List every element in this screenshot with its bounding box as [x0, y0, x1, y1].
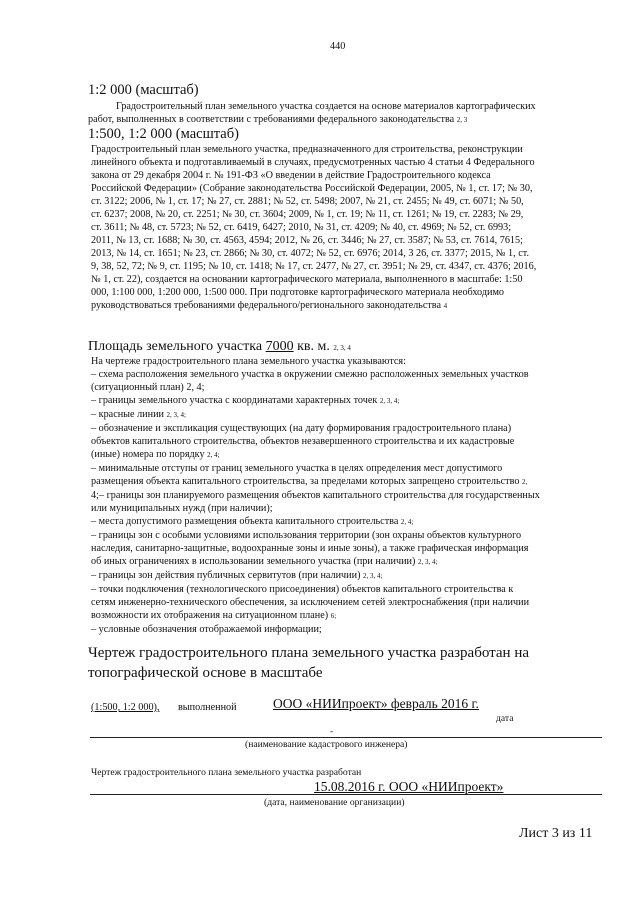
drawing-line: 4;– границы зон планируемого размещения объектов капитального строительства для государственных	[91, 490, 540, 501]
drawing-line: На чертеже градостроительного плана земельного участка указываются:	[91, 356, 406, 367]
developed-line	[90, 794, 602, 795]
drawing-line: размещения объекта капитального строительства, за пределами которых запрещено строительство 2,	[91, 476, 528, 487]
drawing-line: – обозначение и экспликация существующих (на дату формирования градостроительного плана)	[91, 423, 512, 434]
para-2-line: 9, 38, 52, 72; № 9, ст. 1195; № 10, ст. 1418; № 17, ст. 2477, № 27, ст. 3951; № 29, ст. 4347, ст. 4376; 2016,	[91, 261, 537, 272]
para-2-line: Градостроительный план земельного участка, предназначенного для строительства, реконструкции	[91, 144, 523, 155]
para-2-line: руководствоваться требованиями федерального/регионального законодательства 4	[91, 300, 448, 311]
para-2-line: 000, 1:100 000, 1:200 000, 1:500 000. При подготовке картографического материала необходимо	[91, 287, 505, 298]
drawing-line: – места допустимого размещения объекта капитального строительства 2, 4;	[91, 516, 414, 527]
sheet-label: Лист 3 из 11	[519, 826, 593, 841]
drawing-line: – схема расположения земельного участка в окружении смежно расположенных земельных участков	[91, 369, 529, 380]
area-value: 7000	[265, 339, 294, 354]
drawing-line: – границы зон с особыми условиями использования территории (зон охраны объектов культурного	[91, 530, 522, 541]
scale-value: (1:500, 1:2 000),	[91, 702, 160, 713]
engineer-line	[90, 737, 602, 738]
para-2-line: Российской Федерации» (Собрание законодательства Российской Федерации, 2005, № 1, ст. 17; № 30,	[91, 183, 533, 194]
date-caption: дата	[496, 713, 514, 724]
drawing-line: (иные) номера по порядку 2, 4;	[91, 449, 220, 460]
para-2-line: 2013, № 14, ст. 1651; № 23, ст. 2866; № 30, ст. 4072; № 52, ст. 6976; 2014, 3 26, ст. 3377; 2015, № 1, ст.	[91, 248, 529, 259]
area-label: Площадь земельного участка	[88, 339, 263, 354]
performed-label: выполненной	[178, 702, 237, 713]
drawing-line: возможности их отображения на ситуационном плане) 6;	[91, 610, 337, 621]
drawing-line: наследия, санитарно-защитные, водоохранные зоны и иные зоны), а также графическая информация	[91, 543, 529, 554]
drawing-line: – границы зон действия публичных сервитутов (при наличии) 2, 3, 4;	[91, 570, 383, 581]
para-1-line1: Градостроительный план земельного участка создается на основе материалов картографических	[116, 101, 536, 112]
drawing-line: – условные обозначения отображаемой информации;	[91, 624, 322, 635]
developed-value: 15.08.2016 г. ООО «НИИпроект»	[314, 779, 504, 794]
drawing-line: сетям инженерно-технического обеспечения, за исключением сетей электроснабжения (при наличии	[91, 597, 530, 608]
page-number: 440	[330, 41, 346, 52]
para-2-line: № 1, ст. 22), создается на основании картографического материала, выполненного в масштабе: 1:50	[91, 274, 523, 285]
para-2-line: 2011, № 13, ст. 1688; № 30, ст. 4563, 4594; 2012, № 26, ст. 3446; № 27, ст. 3587; № 53, ст. 7614, 7615;	[91, 235, 523, 246]
drawing-line: – красные линии 2, 3, 4;	[91, 409, 186, 420]
topo-heading: Чертеж градостроительного плана земельного участка разработан на топографической основе в масштабе	[88, 645, 530, 681]
drawing-line: – точки подключения (технологического присоединения) объектов капитального строительства к	[91, 584, 514, 595]
drawing-line: об иных ограничениях в использовании земельного участка (при наличии) 2, 3, 4;	[91, 556, 438, 567]
drawing-line: объектов капитального строительства, объектов незавершенного строительства и их кадастровые	[91, 436, 515, 447]
scale-heading-2: 1:500, 1:2 000 (масштаб)	[88, 126, 239, 142]
engineer-caption: (наименование кадастрового инженера)	[245, 739, 408, 750]
dash-mark: -	[330, 726, 334, 737]
para-2-line: линейного объекта и подготавливаемый в случаях, предусмотренных частью 4 статьи 4 Федерального	[91, 157, 535, 168]
drawing-line: – границы земельного участка с координатами характерных точек 2, 3, 4;	[91, 395, 400, 406]
para-2	[91, 143, 603, 313]
area-refs: 2, 3, 4	[333, 344, 351, 352]
drawing-line: или муниципальных нужд (при наличии);	[91, 503, 273, 514]
para-2-line: ст. 3122; 2006, № 1, ст. 17; № 27, ст. 2881; № 52, ст. 5498; 2007, № 21, ст. 2455; № 49, ст. 6071; № 50,	[91, 196, 524, 207]
drawing-line: – минимальные отступы от границ земельного участка в целях определения мест допустимого	[91, 463, 503, 474]
performer-value: ООО «НИИпроект» февраль 2016 г.	[273, 696, 479, 711]
para-2-line: ст. 3611; № 48, ст. 5723; № 52, ст. 6419, 6427; 2010, № 31, ст. 4209; № 40, ст. 4969; № 52, ст. 6993;	[91, 222, 512, 233]
para-2-line: закона от 29 декабря 2004 г. № 191-ФЗ «О введении в действие Градостроительного кодекса	[91, 170, 491, 181]
para-2-line: ст. 6237; 2008, № 20, ст. 2251; № 30, ст. 3604; 2009, № 1, ст. 19; № 11, ст. 1261; № 19, ст. 2283; № 29,	[91, 209, 524, 220]
drawing-contents	[91, 355, 603, 636]
org-caption: (дата, наименование организации)	[264, 797, 405, 808]
para-1-line2: работ, выполненных в соответствии с требованиями федерального законодательства 2, 3	[88, 114, 468, 125]
drawing-line: (ситуационный план) 2, 4;	[91, 382, 205, 393]
area-unit: кв. м.	[297, 339, 330, 354]
area-line	[88, 339, 351, 355]
developed-label: Чертеж градостроительного плана земельного участка разработан	[91, 767, 362, 778]
scale-heading-1: 1:2 000 (масштаб)	[88, 82, 199, 98]
